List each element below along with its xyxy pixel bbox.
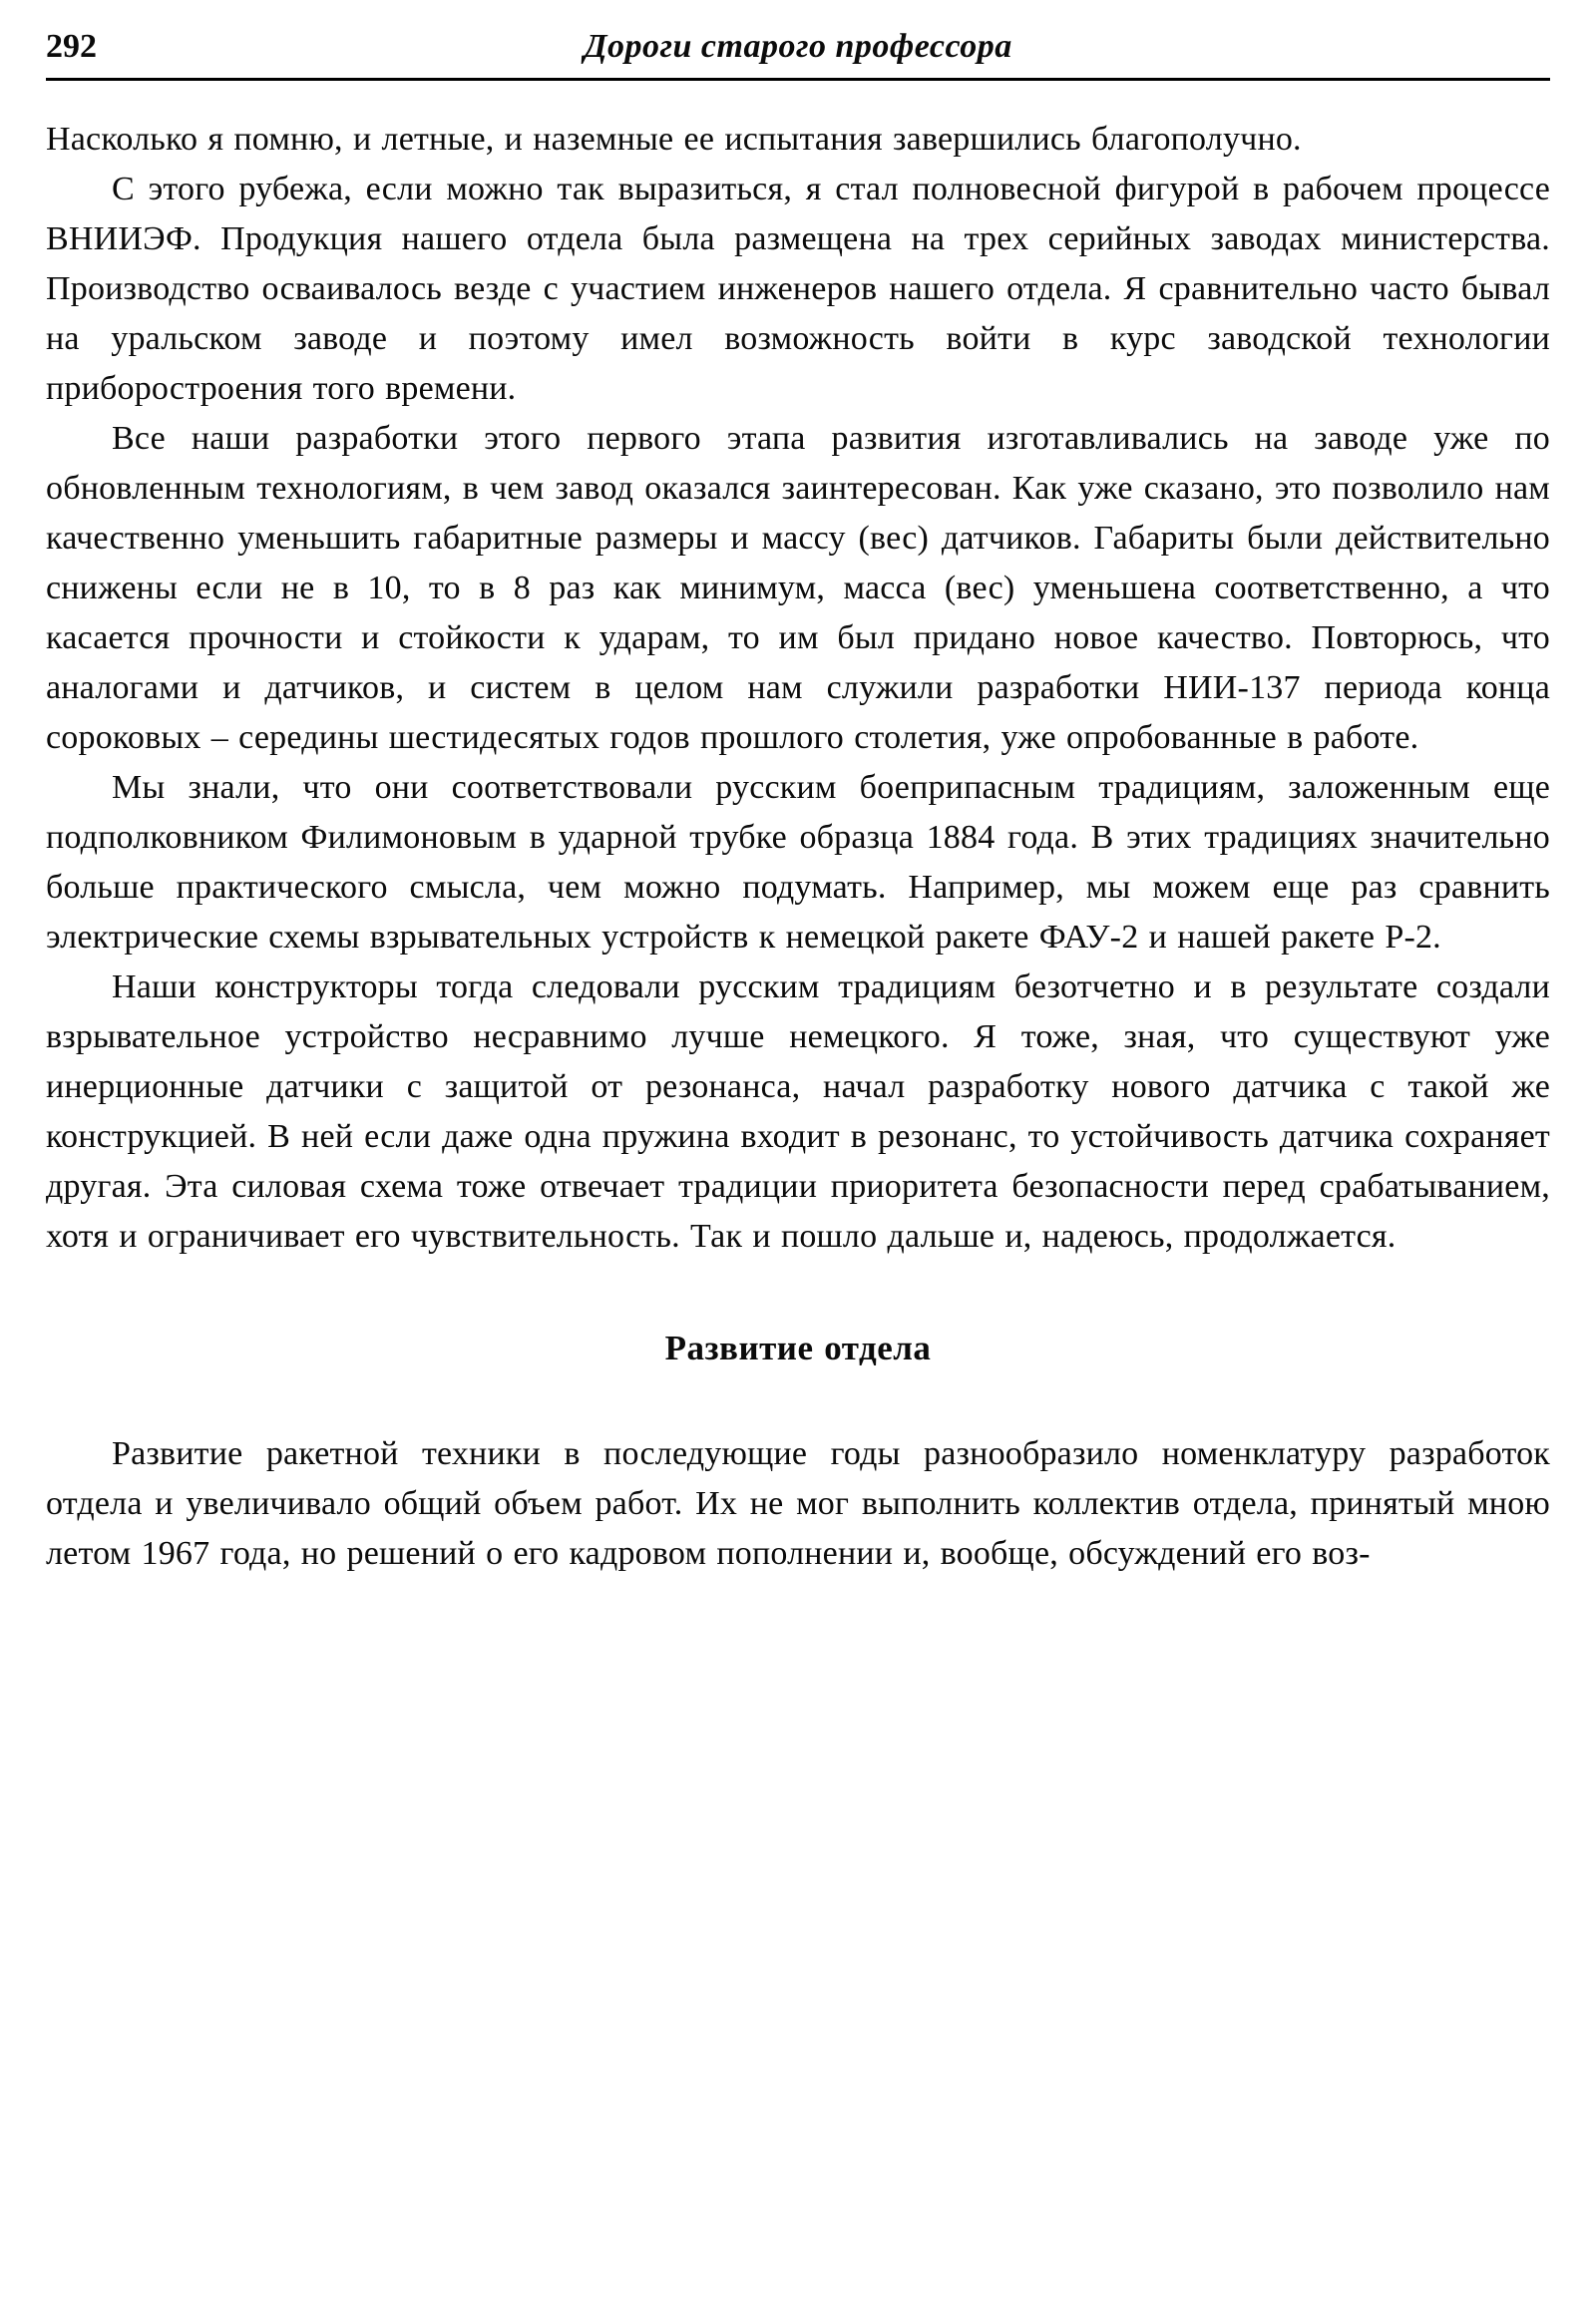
body-text xyxy=(46,115,1550,1579)
paragraph: Мы знали, что они соответствовали русским боеприпасным традициям, заложенным еще подполковником Филимоновым в ударной трубке образца 1884 года. В этих традициях значительно больше практического смысла, чем можно подумать. Например, мы можем еще раз сравнить электрические схемы взрывательных устройств к немецкой ракете ФАУ-2 и нашей ракете Р-2. xyxy=(46,769,1550,956)
paragraph: Развитие ракетной техники в последующие годы разнообразило номенклатуру разработок отдела и увеличивало общий объем работ. Их не мог выполнить коллектив отдела, принятый мною летом 1967 года, но решений о его кадровом пополнении и, вообще, обсуждений его воз- xyxy=(46,1435,1550,1572)
page-number: 292 xyxy=(46,28,97,65)
paragraph: Наши конструкторы тогда следовали русским традициям безотчетно и в результате создали взрывательное устройство несравнимо лучше немецкого. Я тоже, зная, что существуют уже инерционные датчики с защитой от резонанса, начал разработку нового датчика с такой же конструкцией. В ней если даже одна пружина входит в резонанс, то устойчивость датчика сохраняет другая. Эта силовая схема тоже отвечает традиции приоритета безопасности перед срабатыванием, хотя и ограничивает его чувствительность. Так и пошло дальше и, надеюсь, продолжается. xyxy=(46,968,1550,1255)
paragraph: Все наши разработки этого первого этапа развития изготавливались на заводе уже по обновленным технологиям, в чем завод оказался заинтересован. Как уже сказано, это позволило нам качественно уменьшить габаритные размеры и массу (вес) датчиков. Габариты были действительно снижены если не в 10, то в 8 раз как минимум, масса (вес) уменьшена соответственно, а что касается прочности и стойкости к ударам, то им был придано новое качество. Повторюсь, что аналогами и датчиков, и систем в целом нам служили разработки НИИ-137 периода конца сороковых – середины шестидесятых годов прошлого столетия, уже опробованные в работе. xyxy=(46,420,1550,756)
page-header xyxy=(46,24,1550,70)
paragraph: С этого рубежа, если можно так выразиться, я стал полновесной фигурой в рабочем процессе ВНИИЭФ. Продукция нашего отдела была размещена на трех серийных заводах министерства. Производство осваивалось везде с участием инженеров нашего отдела. Я сравнительно часто бывал на уральском заводе и поэтому имел возможность войти в курс заводской технологии приборостроения того времени. xyxy=(46,171,1550,407)
section-heading: Развитие отдела xyxy=(664,1329,932,1367)
header-rule xyxy=(46,78,1550,81)
running-title: Дороги старого профессора xyxy=(584,28,1012,65)
paragraph: Насколько я помню, и летные, и наземные ее испытания завершились благополучно. xyxy=(46,121,1302,158)
